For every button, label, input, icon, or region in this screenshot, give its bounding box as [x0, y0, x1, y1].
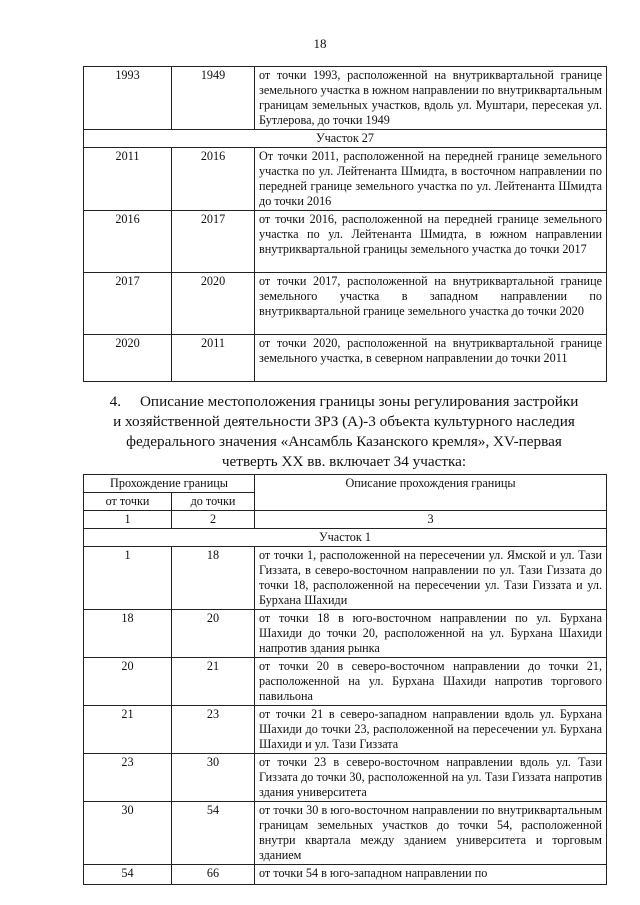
from-point-cell: 21 — [84, 706, 172, 754]
table-row — [84, 547, 607, 610]
table-row — [84, 211, 607, 273]
description-cell: от точки 1993, расположенной на внутриквартальной границе земельного участка в южном направлении по внутриквартальным границам земельных участков, вдоль ул. Муштари, пересекая ул. Бутлерова, до точки 1949 — [255, 67, 607, 130]
table-row — [84, 610, 607, 658]
description-cell: от точки 21 в северо-западном направлении вдоль ул. Бурхана Шахиди до точки 23, расположенной на пересечении ул. Бурхана Шахиди и ул. Тази Гиззата — [255, 706, 607, 754]
header-col-number-3: 3 — [255, 511, 607, 529]
table-row — [84, 148, 607, 211]
to-point-cell: 2011 — [172, 335, 255, 382]
to-point-cell: 2017 — [172, 211, 255, 273]
table-row — [84, 67, 607, 130]
to-point-cell: 18 — [172, 547, 255, 610]
to-point-cell: 1949 — [172, 67, 255, 130]
from-point-cell: 20 — [84, 658, 172, 706]
header-from-point: от точки — [84, 493, 172, 511]
description-cell: от точки 23 в северо-восточном направлении вдоль ул. Тази Гиззата до точки 30, расположенной на ул. Тази Гиззата напротив здания университета — [255, 754, 607, 802]
section-title: Участок 27 — [84, 130, 607, 148]
section-title: Участок 1 — [84, 529, 607, 547]
from-point-cell: 2016 — [84, 211, 172, 273]
header-col-number-1: 1 — [84, 511, 172, 529]
from-point-cell: 18 — [84, 610, 172, 658]
description-cell: от точки 20 в северо-восточном направлении до точки 21, расположенной на ул. Бурхана Шахиди напротив торгового павильона — [255, 658, 607, 706]
to-point-cell: 30 — [172, 754, 255, 802]
to-point-cell: 21 — [172, 658, 255, 706]
to-point-cell: 20 — [172, 610, 255, 658]
from-point-cell: 1993 — [84, 67, 172, 130]
header-passage: Прохождение границы — [84, 475, 255, 493]
from-point-cell: 23 — [84, 754, 172, 802]
from-point-cell: 30 — [84, 802, 172, 865]
from-point-cell: 1 — [84, 547, 172, 610]
page-number: 18 — [313, 36, 327, 51]
to-point-cell: 2016 — [172, 148, 255, 211]
header-description: Описание прохождения границы — [255, 475, 607, 511]
header-col-number-2: 2 — [172, 511, 255, 529]
description-cell: от точки 54 в юго-западном направлении по — [255, 865, 607, 885]
to-point-cell: 54 — [172, 802, 255, 865]
table-row — [84, 802, 607, 865]
to-point-cell: 2020 — [172, 273, 255, 335]
section-heading: 4. Описание местоположения границы зоны регулирования застройки и хозяйственной деятельности ЗРЗ (А)-3 объекта культурного наследия федерального значения «Ансамбль Казанского кремля», XV-первая четверть XX вв. включает 34 участка: — [109, 393, 579, 470]
header-to-point: до точки — [172, 493, 255, 511]
from-point-cell: 2020 — [84, 335, 172, 382]
table-row — [84, 865, 607, 885]
description-cell: От точки 2011, расположенной на передней границе земельного участка по ул. Лейтенанта Шмидта, в восточном направлении по передней границе земельного участка по ул. Лейтенанта Шмидта до точки 2016 — [255, 148, 607, 211]
from-point-cell: 54 — [84, 865, 172, 885]
from-point-cell: 2011 — [84, 148, 172, 211]
to-point-cell: 23 — [172, 706, 255, 754]
table-row — [84, 335, 607, 382]
from-point-cell: 2017 — [84, 273, 172, 335]
boundary-table-continued — [83, 66, 607, 382]
table-row — [84, 658, 607, 706]
description-cell: от точки 1, расположенной на пересечении ул. Ямской и ул. Тази Гиззата, в северо-восточном направлении по ул. Тази Гиззата до точки 18, расположенной на пересечении ул. Тази Гиззата и ул. Бурхана Шахиди — [255, 547, 607, 610]
section-row — [84, 130, 607, 148]
description-cell: от точки 30 в юго-восточном направлении по внутриквартальным границам земельных участков до точки 54, расположенной внутри квартала между зданием университета и торговым зданием — [255, 802, 607, 865]
to-point-cell: 66 — [172, 865, 255, 885]
table-row — [84, 273, 607, 335]
description-cell: от точки 2016, расположенной на передней границе земельного участка по ул. Лейтенанта Шмидта, в южном направлении внутриквартальной границы земельного участка до точки 2017 — [255, 211, 607, 273]
description-cell: от точки 18 в юго-восточном направлении по ул. Бурхана Шахиди до точки 20, расположенной на ул. Бурхана Шахиди напротив здания рынка — [255, 610, 607, 658]
boundary-table-zrz-a3 — [83, 474, 607, 885]
description-cell: от точки 2020, расположенной на внутриквартальной границе земельного участка, в северном направлении до точки 2011 — [255, 335, 607, 382]
table-row — [84, 754, 607, 802]
table-row — [84, 706, 607, 754]
section-row — [84, 529, 607, 547]
description-cell: от точки 2017, расположенной на внутриквартальной границе земельного участка в западном направлении по внутриквартальной границе земельного участка до точки 2020 — [255, 273, 607, 335]
